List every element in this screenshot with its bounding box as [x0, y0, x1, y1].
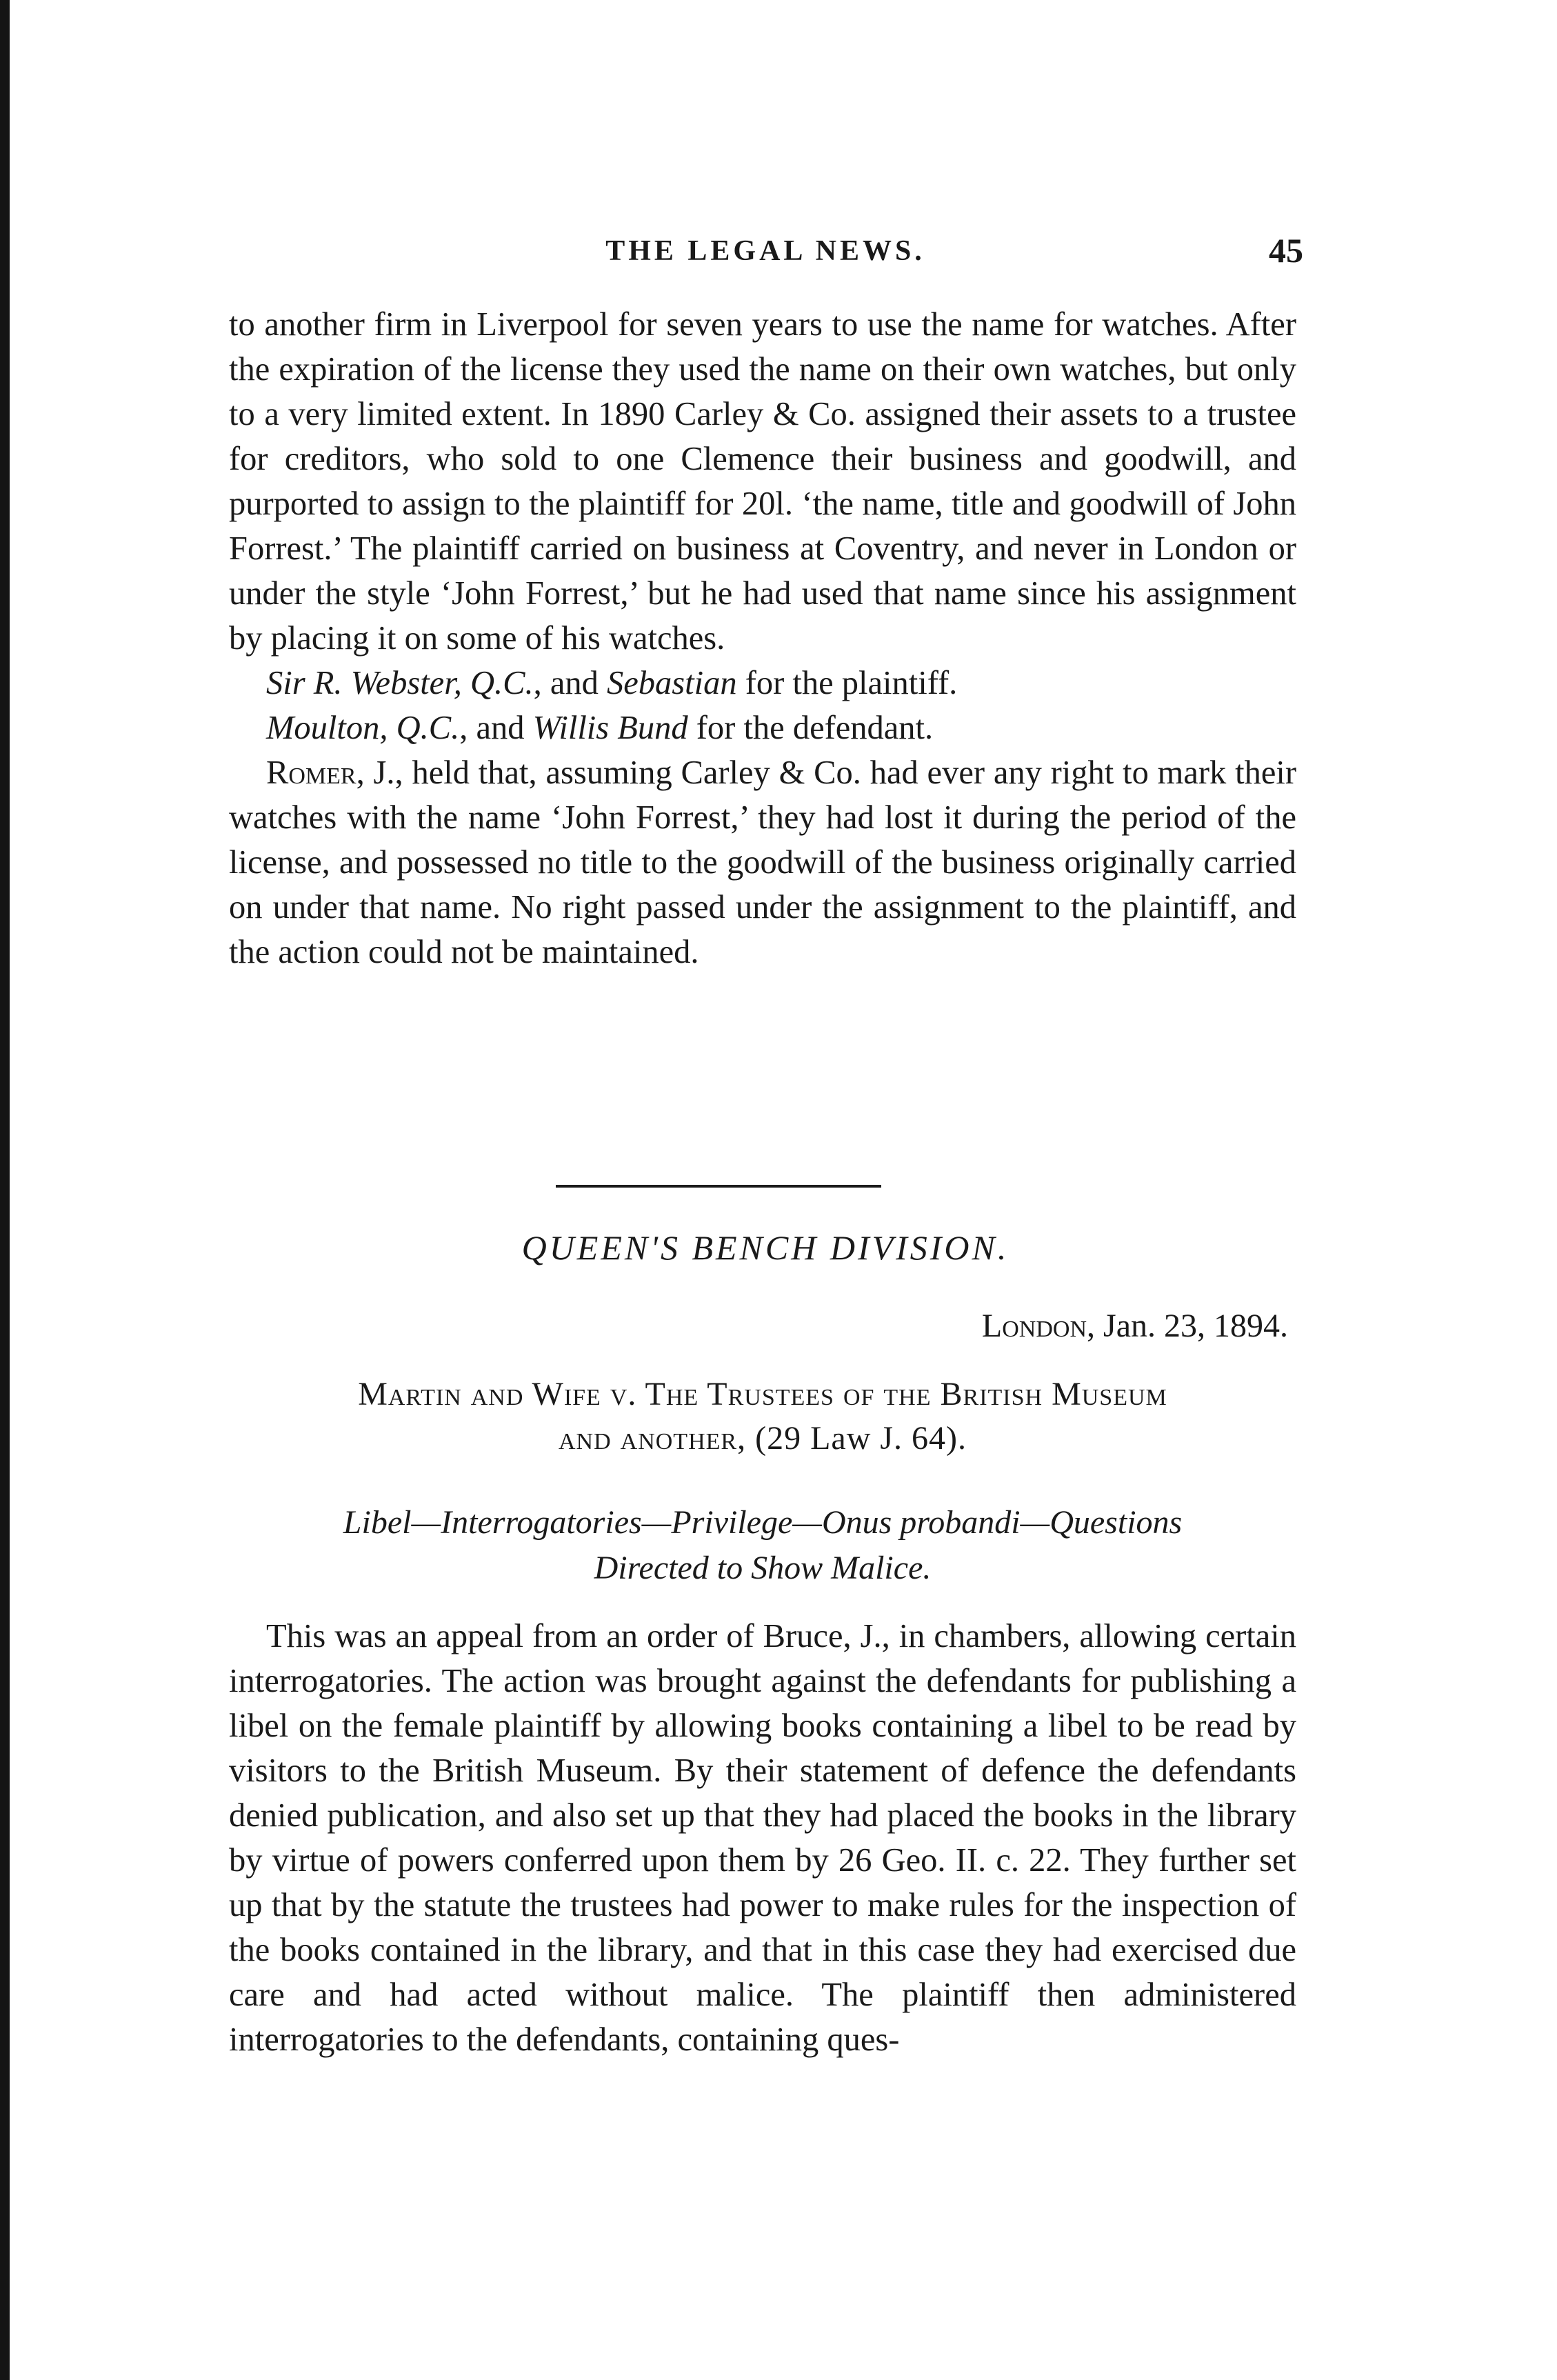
counsel-plaintiff	[229, 661, 1296, 706]
first-case-continuation	[229, 302, 1296, 974]
counsel-plaintiff-conj: , and	[533, 665, 607, 701]
place-date	[982, 1307, 1288, 1345]
counsel-defendant-rest: for the defendant.	[687, 710, 934, 746]
second-case-body	[229, 1614, 1296, 2062]
counsel-defendant-name2: Willis Bund	[532, 710, 688, 746]
counsel-defendant	[229, 706, 1296, 750]
case-title	[229, 1372, 1296, 1461]
opening-paragraph: to another firm in Liverpool for seven years to use the name for watches. After the expiration of the license they used the name on their own watches, but only to a very limited extent. In 1890 Carley & Co. assigned their assets to a trustee for creditors, who sold to one Clemence their business and goodwill, and purported to assign to the plaintiff for 20l. ‘the name, title and goodwill of John Forrest.’ The plaintiff carried on business at Coventry, and never in London or under the style ‘John Forrest,’ but he had used that name since his assignment by placing it on some of his watches.	[229, 306, 1296, 657]
case-title-cont: and another	[558, 1420, 738, 1457]
page-binding-edge	[0, 0, 10, 2380]
case-title-line1: Martin and Wife v. The Trustees of the British Museum	[358, 1376, 1167, 1412]
case-title-line2	[229, 1417, 1296, 1461]
counsel-defendant-name1: Moulton, Q.C.	[266, 710, 460, 746]
case-headnote	[229, 1500, 1296, 1591]
case-citation: , (29 Law J. 64).	[737, 1420, 967, 1457]
headnote-line1: Libel—Interrogatories—Privilege—Onus probandi—Questions	[343, 1504, 1183, 1541]
judgment-text: , J., held that, assuming Carley & Co. had ever any right to mark their watches with the name ‘John Forrest,’ they had lost it during the period of the license, and possessed no title to the goodwill of the business originally carried on under that name. No right passed under the assignment to the plaintiff, and the action could not be maintained.	[229, 754, 1296, 970]
appeal-paragraph: This was an appeal from an order of Bruce, J., in chambers, allowing certain interrogatories. The action was brought against the defendants for publishing a libel on the female plaintiff by allowing books containing a libel to be read by visitors to the British Museum. By their statement of defence the defendants denied publication, and also set up that they had placed the books in the library by virtue of powers conferred upon them by 26 Geo. II. c. 22. They further set up that by the statute the trustees had power to make rules for the inspection of the books contained in the library, and that in this case they had exercised due care and had acted without malice. The plaintiff then administered interrogatories to the defendants, containing ques-	[229, 1618, 1296, 2058]
place: London	[981, 1308, 1087, 1344]
page-number: 45	[1269, 231, 1303, 270]
counsel-defendant-conj: , and	[459, 710, 533, 746]
section-divider-rule	[556, 1185, 881, 1188]
judge-name: Romer	[266, 754, 356, 791]
counsel-plaintiff-name1: Sir R. Webster, Q.C.	[266, 665, 534, 701]
running-head: THE LEGAL NEWS.	[605, 235, 925, 267]
page-header	[228, 231, 1303, 283]
court-heading: QUEEN'S BENCH DIVISION.	[521, 1228, 1009, 1267]
counsel-plaintiff-name2: Sebastian	[606, 665, 737, 701]
counsel-plaintiff-rest: for the plaintiff.	[736, 665, 958, 701]
date: , Jan. 23, 1894.	[1087, 1308, 1288, 1344]
judgment-paragraph	[229, 750, 1296, 974]
headnote-line2: Directed to Show Malice.	[594, 1550, 932, 1586]
